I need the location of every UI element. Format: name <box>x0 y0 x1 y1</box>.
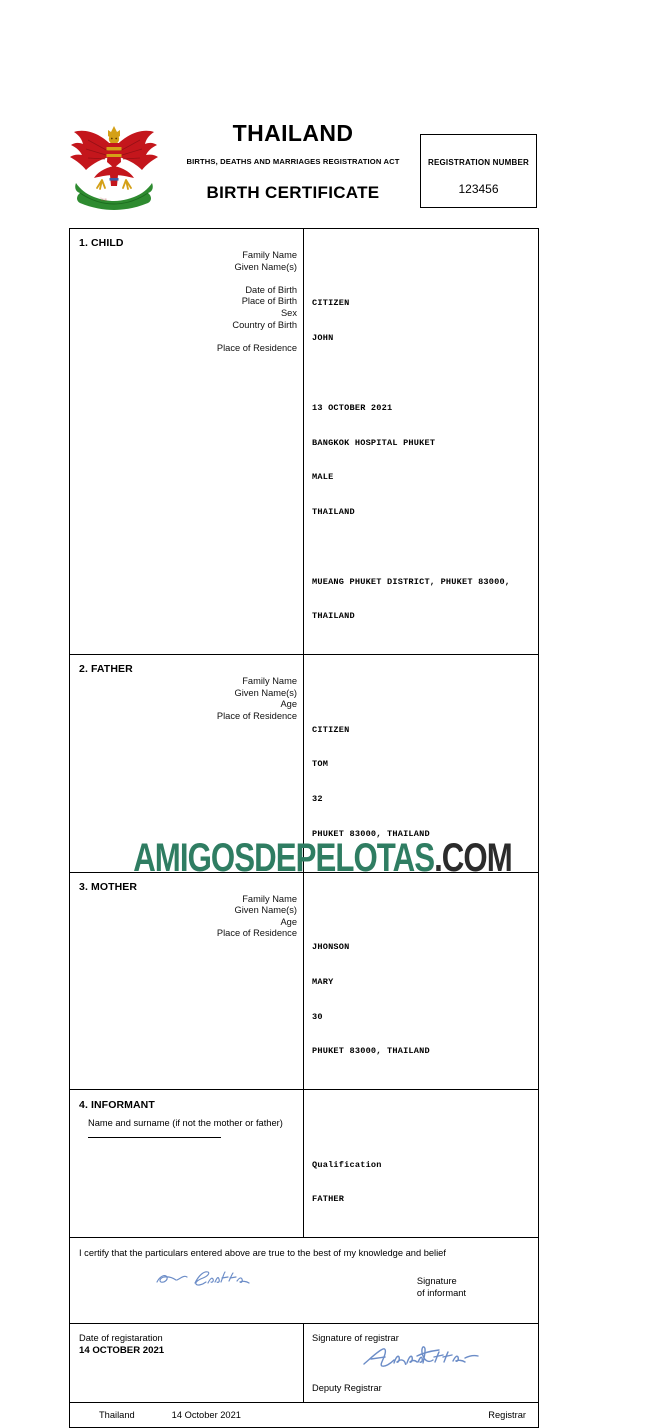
value-child-country-of-birth: THAILAND <box>312 507 355 518</box>
svg-text:ไทย: ไทย <box>100 197 107 202</box>
label-mother-given-names: Given Name(s) <box>234 905 297 916</box>
mother-values-column <box>303 873 538 1090</box>
spacer <box>79 273 297 285</box>
label-mother-age: Age <box>280 916 297 927</box>
mother-labels-column <box>70 873 303 1090</box>
registrar-signature <box>361 1344 481 1370</box>
section-child <box>70 229 538 655</box>
informant-qualification-block <box>312 1098 532 1229</box>
registration-number-value: 123456 <box>458 182 499 196</box>
value-child-place-of-residence-line1: MUEANG PHUKET DISTRICT, PHUKET 83000, <box>312 576 511 587</box>
label-child-place-of-residence: Place of Residence <box>216 342 297 353</box>
label-father-age: Age <box>280 699 297 710</box>
label-child-place-of-birth: Place of Birth <box>241 296 297 307</box>
value-mother-given-names: MARY <box>312 976 334 987</box>
section-title-informant: 4. INFORMANT <box>79 1099 155 1112</box>
spacer <box>312 686 532 701</box>
mother-label-list <box>79 894 297 940</box>
label-child-sex: Sex <box>280 307 297 318</box>
label-child-family-name: Family Name <box>242 250 297 260</box>
value-child-place-of-residence-line2: THAILAND <box>312 611 355 622</box>
informant-name-instruction: Name and surname (if not the mother or father) <box>88 1118 283 1129</box>
label-mother-family-name: Family Name <box>242 893 297 904</box>
value-father-given-names: TOM <box>312 759 329 770</box>
value-father-age: 32 <box>312 794 323 805</box>
signature-label-line2: of informant <box>416 1287 466 1298</box>
section-mother <box>70 873 538 1091</box>
label-informant-qualification: Qualification <box>312 1159 382 1170</box>
footer-country: Thailand <box>99 1410 135 1421</box>
watermark-primary-text: AMIGOSDEPELOTAS <box>133 836 435 880</box>
label-signature-of-registrar: Signature of registrar <box>312 1333 399 1344</box>
header-titles <box>168 112 418 203</box>
value-child-sex: MALE <box>312 472 334 483</box>
value-child-given-names: JOHN <box>312 333 334 344</box>
child-values-column <box>303 229 538 654</box>
label-child-given-names: Given Name(s) <box>234 261 297 272</box>
registration-act-subtitle: BIRTHS, DEATHS AND MARRIAGES REGISTRATION ACT <box>186 157 400 166</box>
value-informant-qualification: FATHER <box>312 1194 345 1205</box>
father-value-list <box>312 663 532 864</box>
spacer <box>312 904 532 919</box>
label-mother-place-of-residence: Place of Residence <box>216 928 297 939</box>
spacer <box>312 260 532 275</box>
label-child-date-of-birth: Date of Birth <box>245 284 297 295</box>
label-father-family-name: Family Name <box>242 676 297 687</box>
value-child-place-of-birth: BANGKOK HOSPITAL PHUKET <box>312 437 436 448</box>
child-label-list <box>79 250 297 354</box>
watermark-secondary-text: .COM <box>434 836 512 880</box>
label-father-given-names: Given Name(s) <box>234 687 297 698</box>
informant-qualification-column <box>303 1090 538 1237</box>
value-date-of-registration: 14 OCTOBER 2021 <box>79 1345 165 1357</box>
value-child-family-name: CITIZEN <box>312 298 350 309</box>
section-title-mother: 3. MOTHER <box>79 880 138 893</box>
section-informant <box>70 1090 538 1238</box>
label-deputy-registrar: Deputy Registrar <box>312 1383 382 1394</box>
section-title-father: 2. FATHER <box>79 663 133 676</box>
child-labels-column <box>70 229 303 654</box>
section-title-child: 1. CHILD <box>79 237 124 249</box>
certificate-table <box>69 228 539 1428</box>
page-title: THAILAND <box>232 120 354 146</box>
informant-signature <box>153 1266 273 1292</box>
value-father-place-of-residence: PHUKET 83000, THAILAND <box>312 828 430 839</box>
signature-label-line1: Signature <box>416 1276 457 1287</box>
value-mother-age: 30 <box>312 1011 323 1022</box>
value-mother-place-of-residence: PHUKET 83000, THAILAND <box>312 1046 430 1057</box>
label-father-place-of-residence: Place of Residence <box>216 710 297 721</box>
registration-number-box <box>420 134 537 208</box>
father-label-list <box>79 676 297 722</box>
registration-details-row <box>70 1324 538 1403</box>
document-type-title: BIRTH CERTIFICATE <box>206 183 380 202</box>
value-child-date-of-birth: 13 OCTOBER 2021 <box>312 402 393 413</box>
document-header <box>0 112 645 216</box>
spacer <box>312 542 532 554</box>
registration-date-block <box>70 1324 303 1402</box>
footer-registrar-label: Registrar <box>488 1410 526 1421</box>
site-watermark <box>71 836 574 881</box>
certificate-footer-row <box>70 1403 538 1427</box>
informant-signature-label <box>417 1276 466 1299</box>
spacer <box>79 331 297 343</box>
thai-garuda-emblem <box>64 118 164 210</box>
certification-statement-block <box>70 1238 538 1324</box>
informant-left-column <box>70 1090 303 1237</box>
registrar-signature-block <box>303 1324 538 1402</box>
value-father-family-name: CITIZEN <box>312 724 350 735</box>
registration-number-label: REGISTRATION NUMBER <box>428 158 529 167</box>
footer-date: 14 October 2021 <box>171 1410 241 1421</box>
child-value-list <box>312 237 532 646</box>
spacer <box>312 368 532 380</box>
informant-name-input-line[interactable] <box>88 1137 221 1138</box>
value-mother-family-name: JHONSON <box>312 942 350 953</box>
certification-text: I certify that the particulars entered above are true to the best of my knowledge and belief <box>79 1248 446 1259</box>
label-child-country-of-birth: Country of Birth <box>232 319 297 330</box>
spacer <box>312 1121 532 1136</box>
label-date-of-registration: Date of registaration <box>79 1333 163 1344</box>
